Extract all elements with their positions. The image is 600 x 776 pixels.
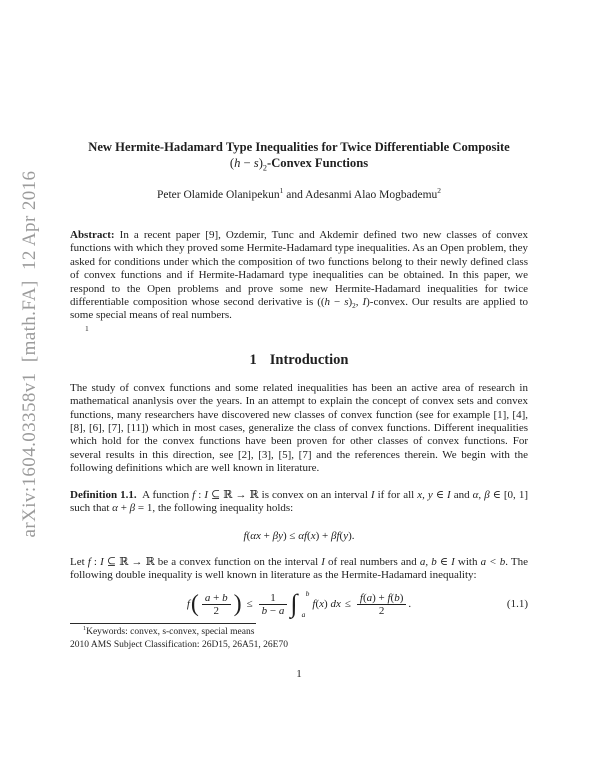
equation-body: f ( $\frac{a + b}{2}$ ) ≤ $\frac{1}{b - a}$ ∫ b a f(x) dx ≤ $\frac{f(a) + f(b)}{2}$ . (186, 589, 412, 620)
page-content (70, 0, 528, 680)
integral-sign: ∫ b a (290, 589, 310, 620)
hermite-hadamard-paragraph: Let f : I ⊆ ℝ → ℝ be a convex function on the interval I of real numbers and a, b ∈ I with a < b. The following double inequality is well known in literature as the Hermite-Hadamard inequality: (70, 555, 528, 581)
fraction-1-over-b-minus-a: $\frac{1}{b - a}$ (259, 592, 288, 617)
section-1-heading (70, 351, 528, 369)
footnote-keywords: $^1$Keywords: convex, s-convex, special means (83, 626, 255, 638)
fraction-fa-plus-fb-over-2: $\frac{f(a) + f(b)}{2}$ (357, 592, 407, 617)
equation-end-punctuation: . (408, 598, 412, 611)
fraction-a-plus-b-over-2: $\frac{a + b}{2}$ (202, 592, 231, 617)
equation-number: (1.1) (506, 598, 528, 611)
paper-title-line2: $(h - s)_2$-Convex Functions (229, 156, 369, 173)
convexity-inequality-equation: f(αx + βy) ≤ αf(x) + βf(y). (243, 529, 355, 542)
integral-upper-bound: b (305, 589, 310, 599)
leq-sign: ≤ (246, 598, 253, 611)
author-line: Peter Olamide Olanipekun$^1$ and Adesanmi Alao Mogbademu$^2$ (156, 186, 442, 201)
integrand: f(x) dx (312, 598, 341, 611)
integral-lower-bound: a (301, 610, 306, 620)
page-number: 1 (296, 668, 302, 680)
section-number: 1 (249, 351, 257, 368)
intro-paragraph: The study of convex functions and some related inequalities has been an active area of research in mathematical ananlysis over the years. In an attempt to explain the concept of convex sets and convex functions, many researchers have discovered new classes of convex function (see for example [1], [4], [8], [6], [7], [11]) which in most cases, generalize the class of convex functions. Different inequalities which hold for the convex functions have been proven for other classes of convex functions. For several results in this direction, see [2], [3], [5], [7] and the references therein. We begin with the following definitions which are well known in literature. (70, 381, 528, 475)
paper-title-line1: New Hermite-Hadamard Type Inequalities for Twice Differentiable Composite (88, 140, 510, 154)
hermite-hadamard-equation-1-1 (70, 588, 528, 620)
leq-sign-2: ≤ (344, 598, 351, 611)
arxiv-watermark: arXiv:1604.03358v1 [math.FA] 12 Apr 2016 (19, 170, 40, 538)
abstract-footnote-mark: 1 (85, 323, 89, 333)
footnote-rule (70, 623, 256, 624)
footnote-ams-classification: 2010 AMS Subject Classification: 26D15, 26A51, 26E70 (70, 639, 288, 650)
paper-title (70, 139, 528, 171)
abstract-paragraph: Abstract: In a recent paper [9], Ozdemir, Tunc and Akdemir defined two new classes of convex functions with which they proved some Hermite-Hadamard type inequalities. As an Open problem, they asked for conditions under which the composition of two functions belong to their newly defined class of convex functions and if Hermite-Hadamard type inequalities can be obtained. In this paper, we respond to the Open problems and prove some new Hermite-Hadamard inequalities for twice differentiable composition whose second derivative is ($(h - s)_2$, I)-convex. Our results are applied to some special means of real numbers. (70, 229, 528, 322)
definition-1-1-paragraph: Definition 1.1. A function f : I ⊆ ℝ → ℝ is convex on an interval I if for all x, y ∈ I and α, β ∈ [0, 1] such that α + β = 1, the following inequality holds: (70, 488, 528, 515)
function-f: f (186, 598, 190, 611)
section-title: Introduction (269, 351, 349, 368)
